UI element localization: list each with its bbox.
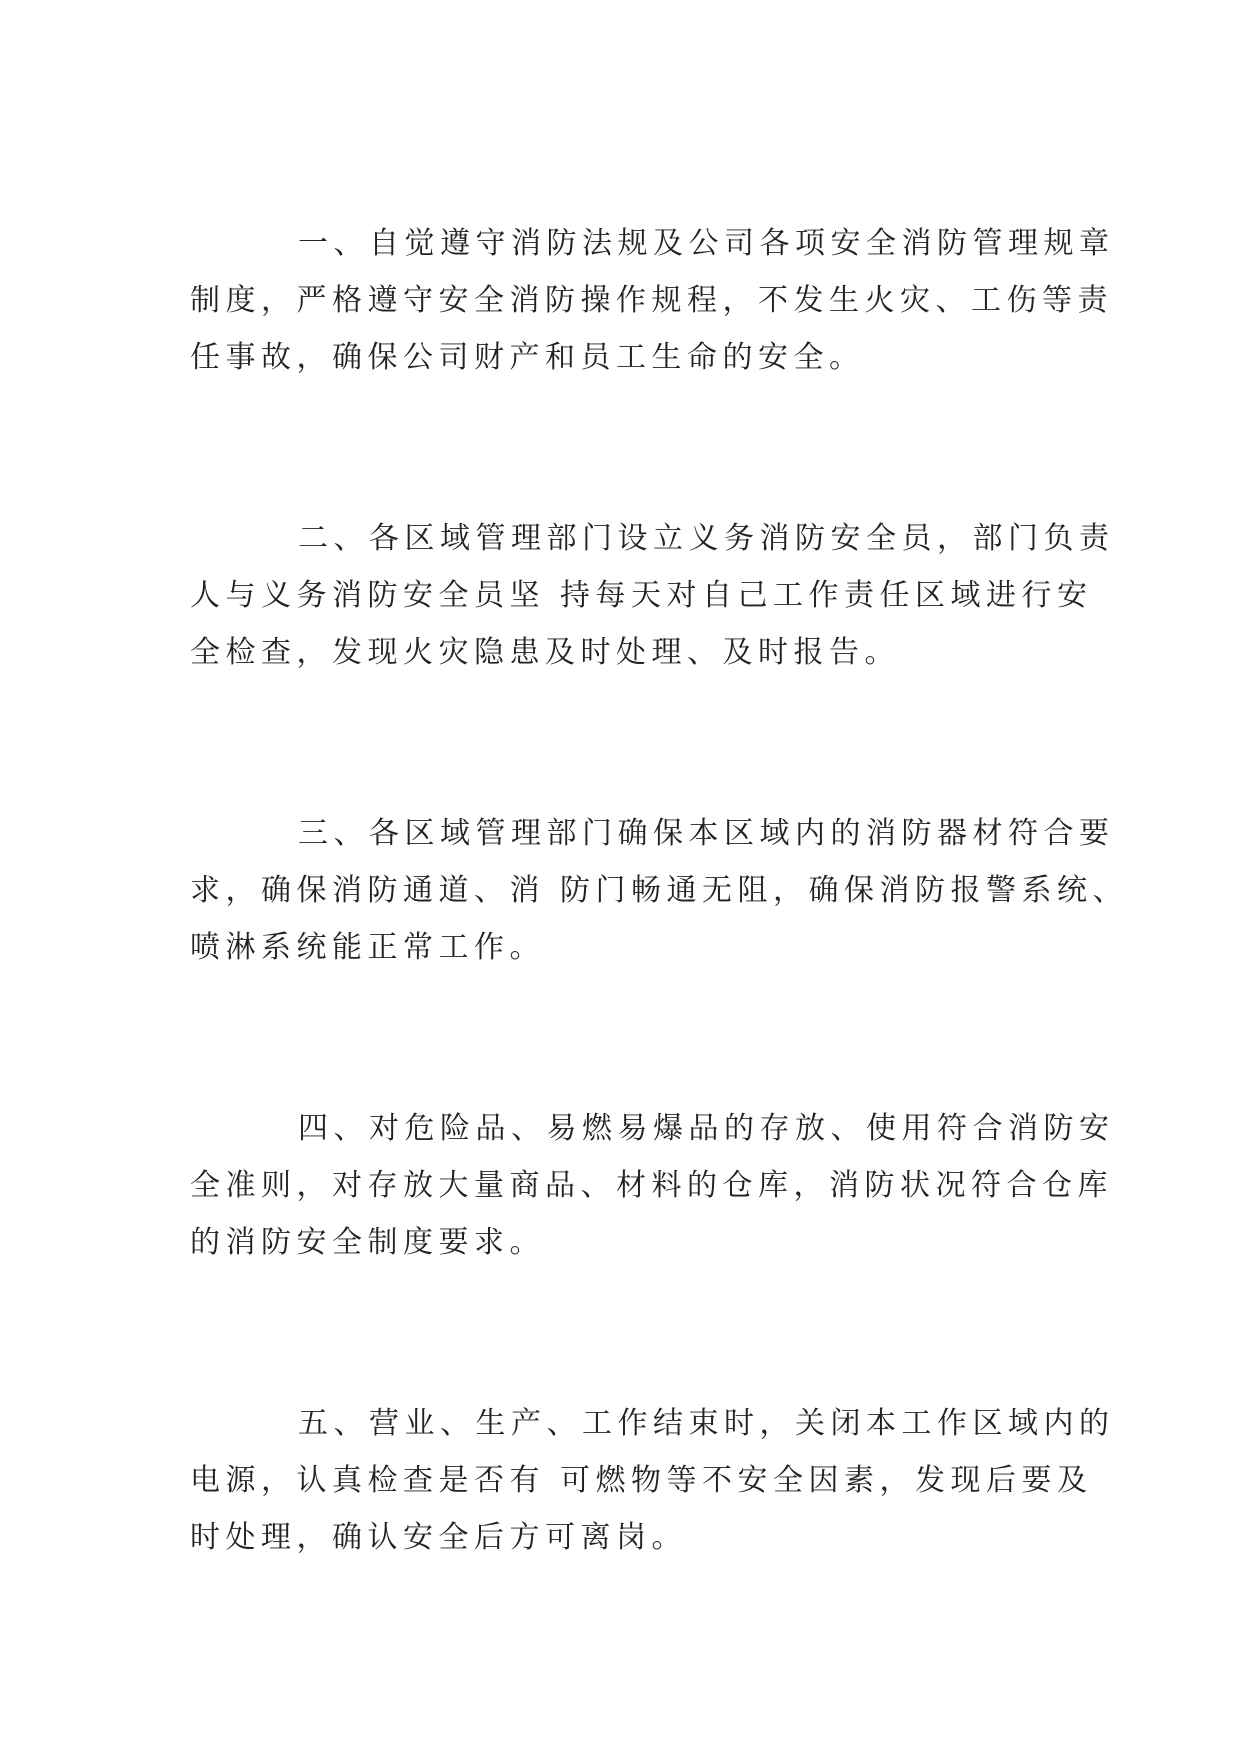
paragraph-line: 制度，严格遵守安全消防操作规程，不发生火灾、工伤等责 [190,283,1113,318]
paragraph-line: 电源，认真检查是否有 可燃物等不安全因素，发现后要及 [190,1463,1093,1498]
paragraph-3 [190,805,1129,976]
paragraph-line: 全检查，发现火灾隐患及时处理、及时报告。 [190,635,900,670]
paragraph-line: 二、各区域管理部门设立义务消防安全员，部门负责 [298,521,1115,556]
paragraph-line: 一、自觉遵守消防法规及公司各项安全消防管理规章 [298,226,1115,261]
paragraph-1 [190,215,1115,386]
paragraph-line: 四、对危险品、易燃易爆品的存放、使用符合消防安 [298,1111,1115,1146]
paragraph-line: 喷淋系统能正常工作。 [190,930,545,965]
paragraph-4 [190,1100,1115,1271]
paragraph-line: 时处理，确认安全后方可离岗。 [190,1520,687,1555]
paragraph-5 [190,1395,1115,1566]
paragraph-line: 五、营业、生产、工作结束时，关闭本工作区域内的 [298,1406,1115,1441]
paragraph-line: 任事故，确保公司财产和员工生命的安全。 [190,340,865,375]
paragraph-line: 全准则，对存放大量商品、材料的仓库，消防状况符合仓库 [190,1168,1113,1203]
paragraph-line: 的消防安全制度要求。 [190,1225,545,1260]
paragraph-line: 人与义务消防安全员坚 持每天对自己工作责任区域进行安 [190,578,1093,613]
paragraph-line: 求，确保消防通道、消 防门畅通无阻，确保消防报警系统、 [190,873,1129,908]
paragraph-line: 三、各区域管理部门确保本区域内的消防器材符合要 [298,816,1115,851]
paragraph-2 [190,510,1115,681]
